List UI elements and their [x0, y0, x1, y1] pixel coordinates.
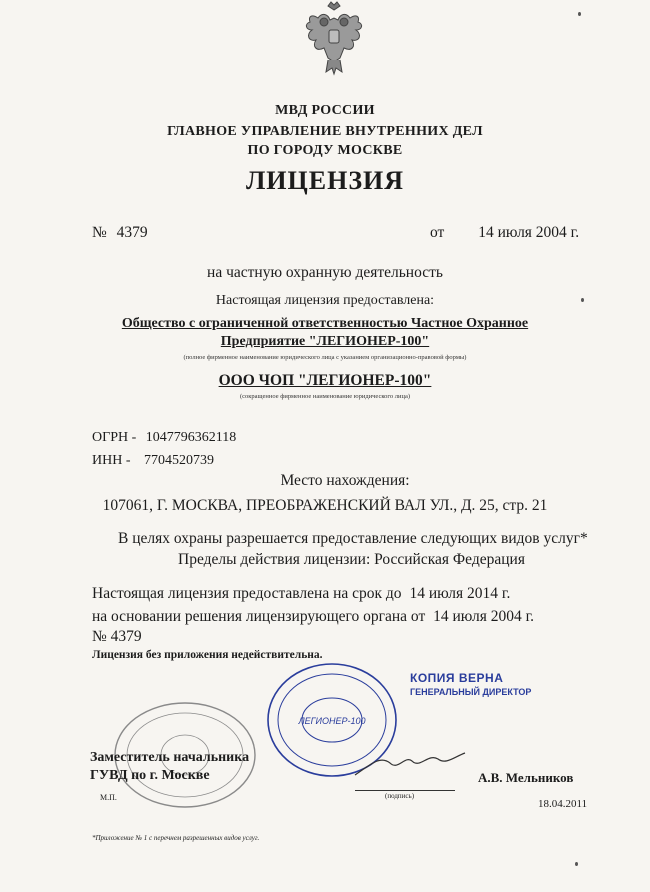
- ogrn-value: 1047796362118: [145, 430, 237, 445]
- ogrn-label: ОГРН -: [92, 430, 137, 445]
- license-number: [92, 224, 148, 242]
- signer-name: А.В. Мельников: [478, 770, 574, 785]
- document-title: ЛИЦЕНЗИЯ: [245, 166, 405, 195]
- short-name-caption: (сокращенное фирменное наименование юридического лица): [239, 393, 411, 400]
- scan-speck: [581, 298, 584, 302]
- inn-label: ИНН -: [92, 453, 131, 468]
- ministry-name: МВД РОССИИ: [275, 103, 375, 118]
- signer-position-line-1: Заместитель начальника: [90, 750, 250, 765]
- full-company-name-line-1: Общество с ограниченной ответственностью Частное Охранное: [121, 316, 529, 331]
- basis-number: № 4379: [92, 628, 142, 645]
- location-address: 107061, Г. МОСКВА, ПРЕОБРАЖЕНСКИЙ ВАЛ УЛ., Д. 25, стр. 21: [102, 497, 548, 514]
- date-prefix: от: [430, 224, 445, 241]
- full-name-caption: (полное фирменное наименование юридического лица с указанием организационно-правовой формы): [183, 354, 467, 361]
- location-label: Место нахождения:: [280, 472, 410, 489]
- license-date: [430, 224, 579, 242]
- date-value: 14 июля 2004 г.: [478, 224, 580, 241]
- inn-value: 7704520739: [144, 453, 214, 468]
- term-text: Настоящая лицензия предоставлена на срок до: [92, 585, 402, 602]
- ogrn-row: [92, 430, 236, 446]
- handwritten-signature: [350, 735, 470, 790]
- full-company-name-line-2: Предприятие "ЛЕГИОНЕР-100": [220, 334, 430, 349]
- validity-area: Пределы действия лицензии: Российская Федерация: [178, 551, 525, 568]
- inn-row: [92, 453, 214, 469]
- double-headed-eagle-emblem: [298, 0, 370, 80]
- signature-caption: (подпись): [385, 792, 415, 800]
- signer-position-line-2: ГУВД по г. Москве: [90, 768, 210, 783]
- department-line-2: ПО ГОРОДУ МОСКВЕ: [247, 143, 403, 158]
- copy-stamp-line-2: ГЕНЕРАЛЬНЫЙ ДИРЕКТОР: [410, 687, 532, 697]
- scan-speck: [578, 12, 581, 16]
- seal-center-text: ЛЕГИОНЕР-100: [298, 716, 366, 726]
- basis-date: 14 июля 2004 г.: [433, 608, 535, 625]
- short-company-name: ООО ЧОП "ЛЕГИОНЕР-100": [218, 372, 432, 389]
- number-value: 4379: [116, 224, 148, 241]
- number-prefix: №: [92, 224, 107, 241]
- term-date: 14 июля 2014 г.: [409, 585, 511, 602]
- granted-to-label: Настоящая лицензия предоставлена:: [215, 293, 435, 308]
- department-line-1: ГЛАВНОЕ УПРАВЛЕНИЕ ВНУТРЕННИХ ДЕЛ: [167, 124, 483, 139]
- seal-place-label: М.П.: [100, 793, 117, 802]
- signature-line: [355, 790, 455, 791]
- term-row: [92, 585, 510, 603]
- license-purpose: на частную охранную деятельность: [207, 264, 443, 281]
- basis-text: на основании решения лицензирующего органа от: [92, 608, 426, 625]
- copy-date: 18.04.2011: [538, 798, 588, 810]
- services-text: В целях охраны разрешается предоставление следующих видов услуг*: [118, 530, 588, 547]
- scan-speck: [575, 862, 578, 866]
- copy-stamp-line-1: КОПИЯ ВЕРНА: [410, 671, 504, 685]
- footnote: *Приложение № 1 с перечнем разрешенных видов услуг.: [92, 834, 260, 842]
- validity-warning: Лицензия без приложения недействительна.: [92, 649, 323, 661]
- basis-row: [92, 608, 534, 626]
